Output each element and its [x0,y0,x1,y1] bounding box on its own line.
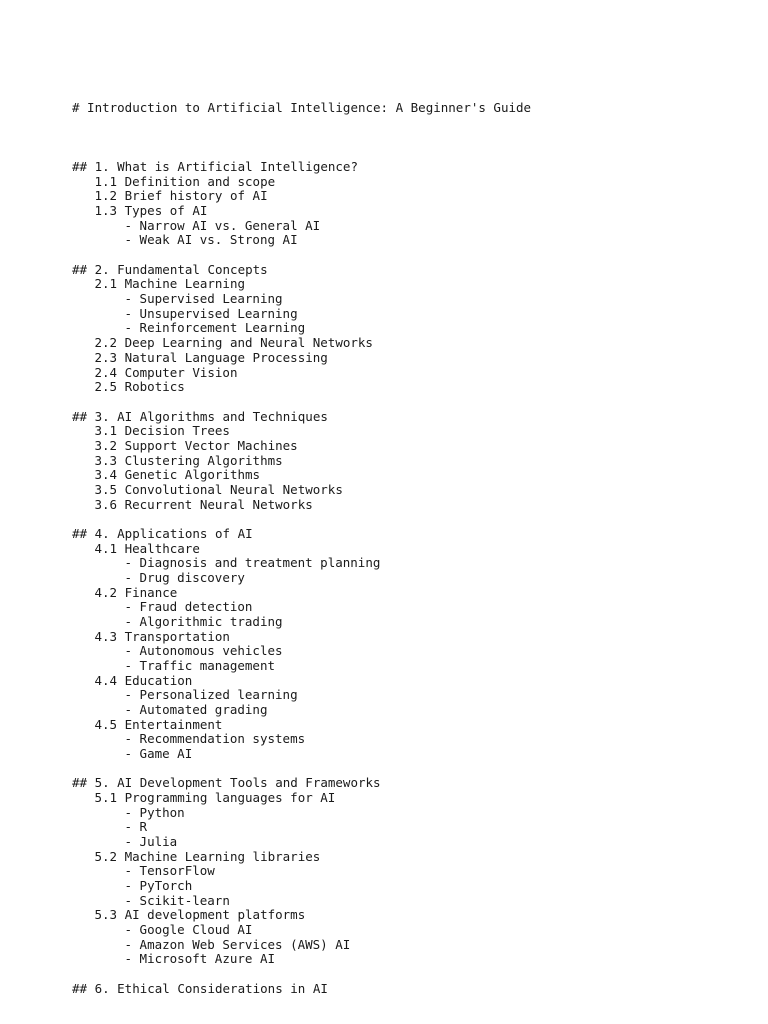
subsection-item: 4.5 Entertainment [94,716,223,732]
bullet-item: - TensorFlow [124,863,215,879]
bullet-item: - Narrow AI vs. General AI [124,217,321,233]
subsection-item: 3.3 Clustering Algorithms [94,452,283,468]
blank-line [72,248,752,263]
subsection-item: 5.3 AI development platforms [94,907,306,923]
blank-line [72,395,752,410]
subsection-item: 1.1 Definition and scope [94,173,276,189]
subsection-item: 5.1 Programming languages for AI [94,789,336,805]
bullet-item: - R [124,819,148,835]
subsection-item: 4.1 Healthcare [94,540,200,556]
bullet-item: - Unsupervised Learning [124,305,298,321]
subsection-item: 4.3 Transportation [94,628,230,644]
bullet-item: - Drug discovery [124,569,245,585]
blank-line [72,145,752,160]
outline-sections [72,145,752,996]
bullet-item: - Google Cloud AI [124,922,253,938]
subsection-item: 4.2 Finance [94,584,178,600]
bullet-item: - Supervised Learning [124,291,283,307]
subsection-item: 2.2 Deep Learning and Neural Networks [94,335,373,351]
bullet-item: - Personalized learning [124,687,298,703]
document-title: # Introduction to Artificial Intelligence: A Beginner's Guide [72,100,532,116]
section-heading: ## 2. Fundamental Concepts [72,261,268,277]
bullet-item: - Game AI [124,745,193,761]
subsection-item: 3.1 Decision Trees [94,423,230,439]
subsection-item: 4.4 Education [94,672,193,688]
blank-line [72,512,752,527]
section-heading: ## 6. Ethical Considerations in AI [72,980,328,996]
subsection-item: 2.3 Natural Language Processing [94,349,328,365]
subsection-item: 3.4 Genetic Algorithms [94,467,261,483]
bullet-item: - Traffic management [124,657,276,673]
subsection-item: 2.5 Robotics [94,379,185,395]
bullet-item: - Diagnosis and treatment planning [124,555,381,571]
bullet-item: - Scikit-learn [124,892,230,908]
section-heading: ## 4. Applications of AI [72,525,253,541]
bullet-item: - Autonomous vehicles [124,643,283,659]
bullet-item: - Microsoft Azure AI [124,951,276,967]
section-heading: ## 3. AI Algorithms and Techniques [72,408,328,424]
bullet-item: - Reinforcement Learning [124,320,306,336]
bullet-item: - Automated grading [124,701,268,717]
bullet-item: - Fraud detection [124,599,253,615]
subsection-item: 1.3 Types of AI [94,203,208,219]
subsection-item: 3.6 Recurrent Neural Networks [94,496,313,512]
bullet-item: - Julia [124,834,178,849]
section-heading: ## 5. AI Development Tools and Frameworks [72,775,381,791]
blank-line [72,967,752,982]
subsection-item: 1.2 Brief history of AI [94,188,268,204]
bullet-item: - Weak AI vs. Strong AI [124,232,298,248]
bullet-item: - Amazon Web Services (AWS) AI [124,936,351,952]
subsection-item: 5.2 Machine Learning libraries [94,848,321,864]
subsection-item: 2.4 Computer Vision [94,364,238,380]
subsection-item: 3.5 Convolutional Neural Networks [94,481,343,497]
subsection-item: 3.2 Support Vector Machines [94,437,298,453]
document-outline [72,72,752,1011]
subsection-item: 2.1 Machine Learning [94,276,246,292]
bullet-item: - Python [124,804,185,820]
blank-line [72,762,752,777]
bullet-item: - PyTorch [124,878,193,894]
bullet-item: - Recommendation systems [124,731,306,747]
bullet-item: - Algorithmic trading [124,613,283,629]
section-heading: ## 1. What is Artificial Intelligence? [72,159,358,175]
